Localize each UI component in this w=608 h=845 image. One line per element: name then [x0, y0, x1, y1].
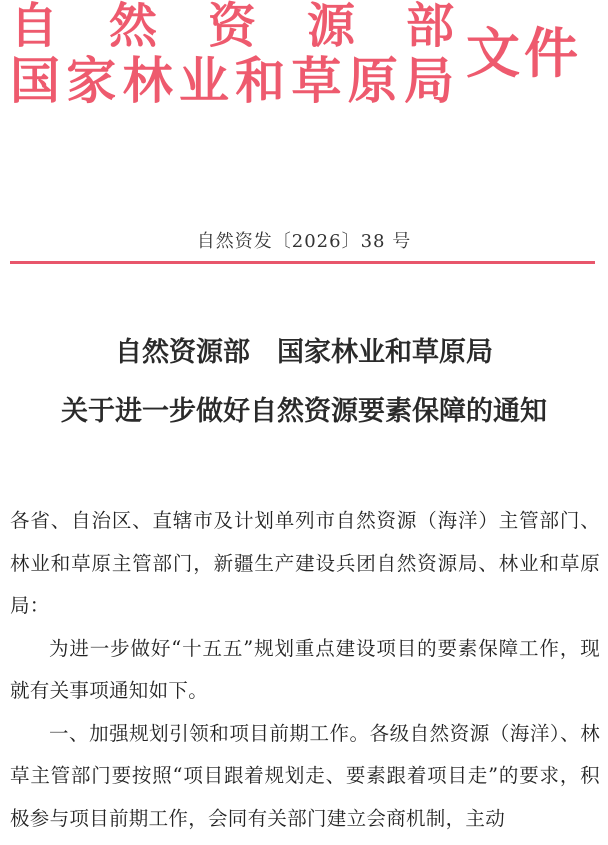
masthead-char: 局 — [403, 51, 454, 110]
masthead-char: 部 — [405, 0, 454, 54]
masthead-char: 然 — [108, 0, 157, 54]
masthead-char: 业 — [178, 51, 229, 110]
masthead-issuer-1 — [10, 0, 454, 54]
masthead-char: 源 — [306, 0, 355, 54]
title-subject: 关于进一步做好自然资源要素保障的通知 — [61, 396, 547, 427]
masthead-char: 草 — [291, 51, 342, 110]
document-masthead — [0, 0, 608, 115]
intro-paragraph: 为进一步做好“十五五”规划重点建设项目的要素保障工作，现就有关事项通知如下。 — [10, 636, 600, 702]
addressees-paragraph: 各省、自治区、直辖市及计划单列市自然资源（海洋）主管部门、林业和草原主管部门，新疆生产建设兵团自然资源局、林业和草原局： — [10, 509, 600, 617]
section-1-paragraph: 一、加强规划引领和项目前期工作。各级自然资源（海洋）、林草主管部门要按照“项目跟着规划走、要素跟着项目走”的要求，积极参与项目前期工作，会同有关部门建立会商机制，主动 — [10, 721, 600, 830]
masthead-char: 家 — [66, 51, 117, 110]
masthead-char: 原 — [347, 51, 398, 110]
red-separator-line — [10, 261, 595, 264]
masthead-char: 自 — [10, 0, 59, 54]
document-body — [10, 500, 600, 840]
masthead-char: 林 — [122, 51, 173, 110]
masthead-document-label: 文件 — [466, 21, 582, 85]
document-number: 自然资发〔2026〕38 号 — [196, 231, 412, 252]
masthead-issuer-2 — [10, 51, 454, 110]
masthead-char: 国 — [10, 51, 60, 110]
masthead-char: 和 — [235, 51, 286, 110]
title-issuers: 自然资源部 国家林业和草原局 — [115, 337, 493, 368]
masthead-char: 资 — [207, 0, 256, 54]
